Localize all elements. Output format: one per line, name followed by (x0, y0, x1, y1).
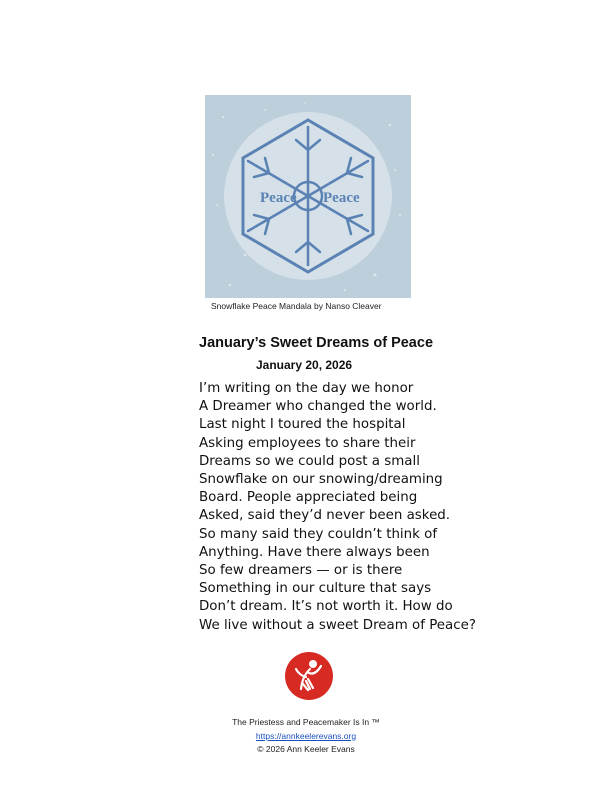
poem-line: Dreams so we could post a small (199, 453, 420, 469)
poem-line: I’m writing on the day we honor (199, 381, 414, 396)
peacemaker-logo (284, 651, 334, 701)
website-link[interactable]: https://annkeelerevans.org (255, 730, 357, 741)
poem-line: A Dreamer who changed the world. (199, 399, 437, 415)
poem-line: Something in our culture that says (199, 581, 432, 597)
footer-tagline: The Priestess and Peacemaker Is In ™ (232, 717, 380, 727)
poem-line: So many said they couldn’t think of (199, 526, 438, 542)
article-title: January’s Sweet Dreams of Peace (199, 335, 434, 351)
poem-line: Asking employees to share their (199, 435, 416, 451)
svg-text:Peace: Peace (323, 190, 360, 206)
poem-line: Board. People appreciated being (199, 490, 418, 506)
poem-line: Last night I toured the hospital (199, 417, 406, 433)
poem-line: So few dreamers — or is there (199, 563, 403, 579)
poem-line: Asked, said they’d never been asked. (199, 508, 451, 524)
copyright-notice: © 2026 Ann Keeler Evans (257, 744, 355, 754)
poem-line: Snowflake on our snowing/dreaming (199, 472, 443, 488)
footer (0, 716, 612, 757)
poem-line: We live without a sweet Dream of Peace? (199, 617, 476, 633)
article-date: January 20, 2026 (256, 358, 353, 372)
snowflake-mandala-image (205, 95, 411, 298)
poem (199, 380, 476, 635)
image-caption: Snowflake Peace Mandala by Nanso Cleaver (211, 301, 382, 311)
poem-line: Don’t dream. It’s not worth it. How do (199, 599, 453, 615)
svg-text:Peace: Peace (260, 190, 297, 206)
poem-line: Anything. Have there always been (199, 544, 430, 560)
